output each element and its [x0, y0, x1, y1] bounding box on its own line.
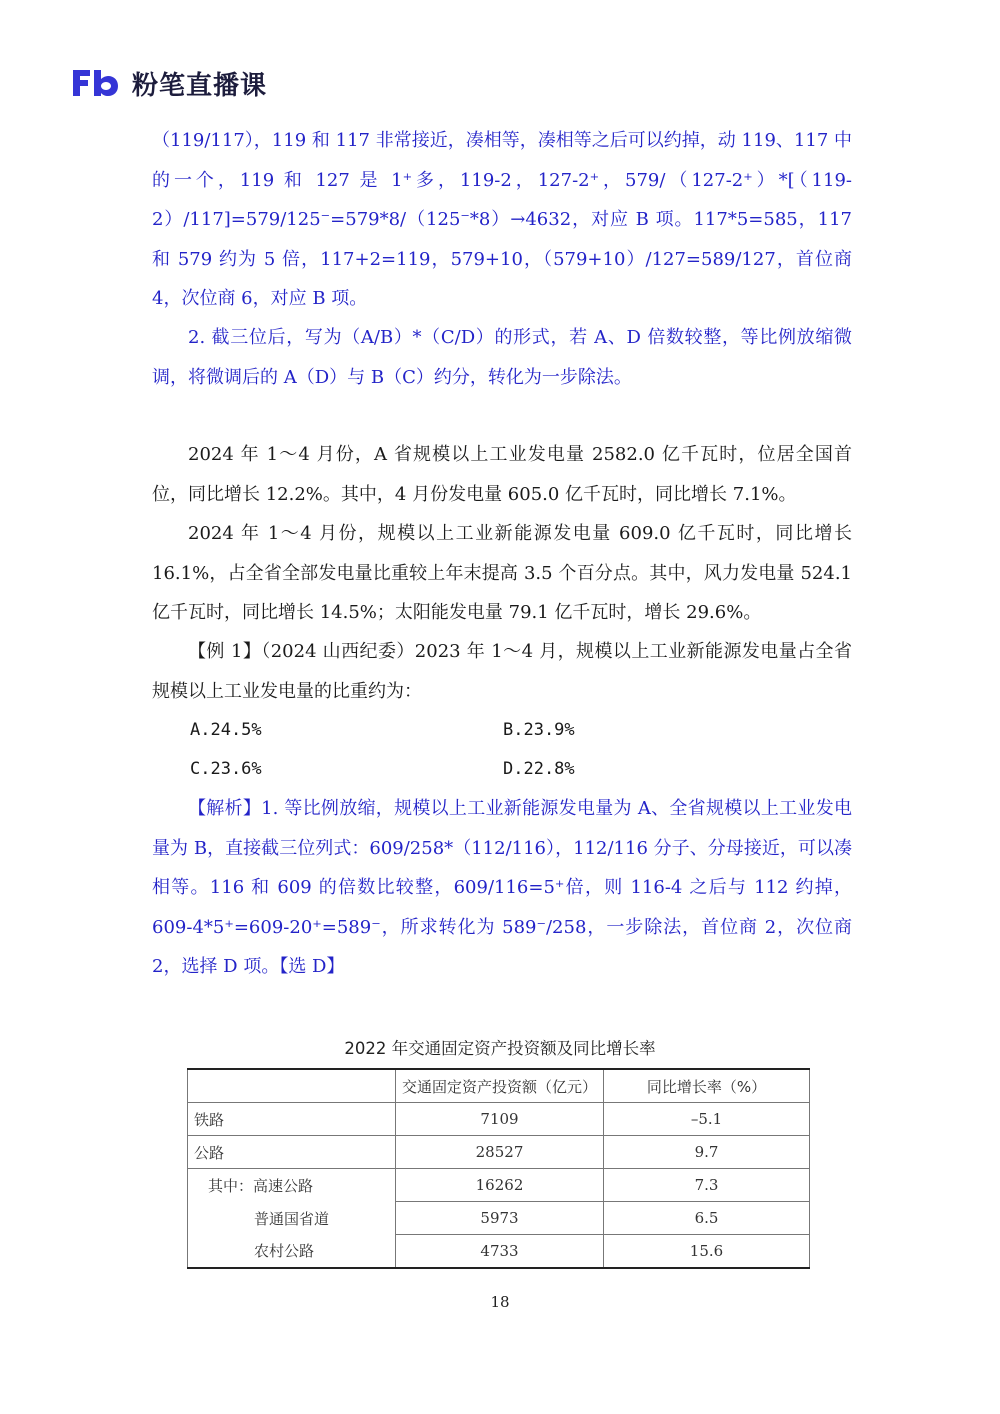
brand-header [70, 63, 267, 103]
row-rate: –5.1 [604, 1103, 810, 1136]
table-row [188, 1103, 810, 1136]
table-header-rate: 同比增长率（%） [604, 1069, 810, 1103]
row-amount: 7109 [396, 1103, 604, 1136]
option-a: A.24.5% [190, 720, 262, 740]
table-row [188, 1136, 810, 1169]
row-rate: 7.3 [604, 1169, 810, 1202]
row-amount: 28527 [396, 1136, 604, 1169]
row-rate: 9.7 [604, 1136, 810, 1169]
brand-name: 粉笔直播课 [132, 70, 268, 101]
table-header-row [188, 1069, 810, 1103]
table-header-amount: 交通固定资产投资额（亿元） [396, 1069, 604, 1103]
material-paragraph-1: 2024 年 1～4 月份，A 省规模以上工业发电量 2582.0 亿千瓦时，位居全国首位，同比增长 12.2%。其中，4 月份发电量 605.0 亿千瓦时，同比增长 7.1%。 [152, 444, 852, 505]
row-rate: 15.6 [604, 1235, 810, 1269]
option-b: B.23.9% [503, 720, 575, 740]
row-rate: 6.5 [604, 1202, 810, 1235]
table-row [188, 1169, 810, 1202]
row-name: 公路 [188, 1136, 396, 1169]
question-stem: 【例 1】（2024 山西纪委）2023 年 1～4 月，规模以上工业新能源发电量占全省规模以上工业发电量的比重约为： [152, 641, 852, 702]
method-tip: 2. 截三位后，写为（A/B）*（C/D）的形式，若 A、D 倍数较整，等比例放缩微调，将微调后的 A（D）与 B（C）约分，转化为一步除法。 [152, 327, 852, 388]
table-title: 2022 年交通固定资产投资额及同比增长率 [344, 1039, 656, 1058]
fb-logo-icon [70, 67, 120, 99]
row-amount: 5973 [396, 1202, 604, 1235]
table-header-blank [188, 1069, 396, 1103]
table-row [188, 1202, 810, 1235]
investment-table [187, 1068, 810, 1269]
material-paragraph-2: 2024 年 1～4 月份，规模以上工业新能源发电量 609.0 亿千瓦时，同比增长 16.1%，占全省全部发电量比重较上年末提高 3.5 个百分点。其中，风力发电量 524.1 亿千瓦时，同比增长 14.5%；太阳能发电量 79.1 亿千瓦时，增长 29.6%。 [152, 523, 852, 623]
option-c: C.23.6% [190, 759, 262, 779]
row-amount: 4733 [396, 1235, 604, 1269]
row-name: 普通国省道 [188, 1202, 396, 1235]
page-number: 18 [490, 1293, 510, 1311]
solution-paragraph: 【解析】1. 等比例放缩，规模以上工业新能源发电量为 A、全省规模以上工业发电量为 B，直接截三位列式：609/258*（112/116），112/116 分子、分母接近，可以凑相等。116 和 609 的倍数比较整，609/116=5⁺倍，则 116-4 之后与 112 约掉，609-4*5⁺=609-20⁺=589⁻，所求转化为 589⁻/258，一步除法，首位商 2，次位商 2，选择 D 项。【选 D】 [152, 798, 852, 977]
analysis-paragraph: （119/117），119 和 117 非常接近，凑相等，凑相等之后可以约掉，动 119、117 中的一个，119 和 127 是 1⁺多，119-2，127-2⁺，579/（127-2⁺）*[（119-2）/117]=579/125⁻=579*8/（125⁻*8）→4632，对应 B 项。117*5=585，117 和 579 约为 5 倍，117+2=119，579+10，（579+10）/127=589/127，首位商 4，次位商 6，对应 B 项。 [152, 130, 852, 309]
row-name: 农村公路 [188, 1235, 396, 1269]
row-name: 铁路 [188, 1103, 396, 1136]
option-d: D.22.8% [503, 759, 575, 779]
row-amount: 16262 [396, 1169, 604, 1202]
row-name: 其中：高速公路 [188, 1169, 396, 1202]
table-row [188, 1235, 810, 1269]
